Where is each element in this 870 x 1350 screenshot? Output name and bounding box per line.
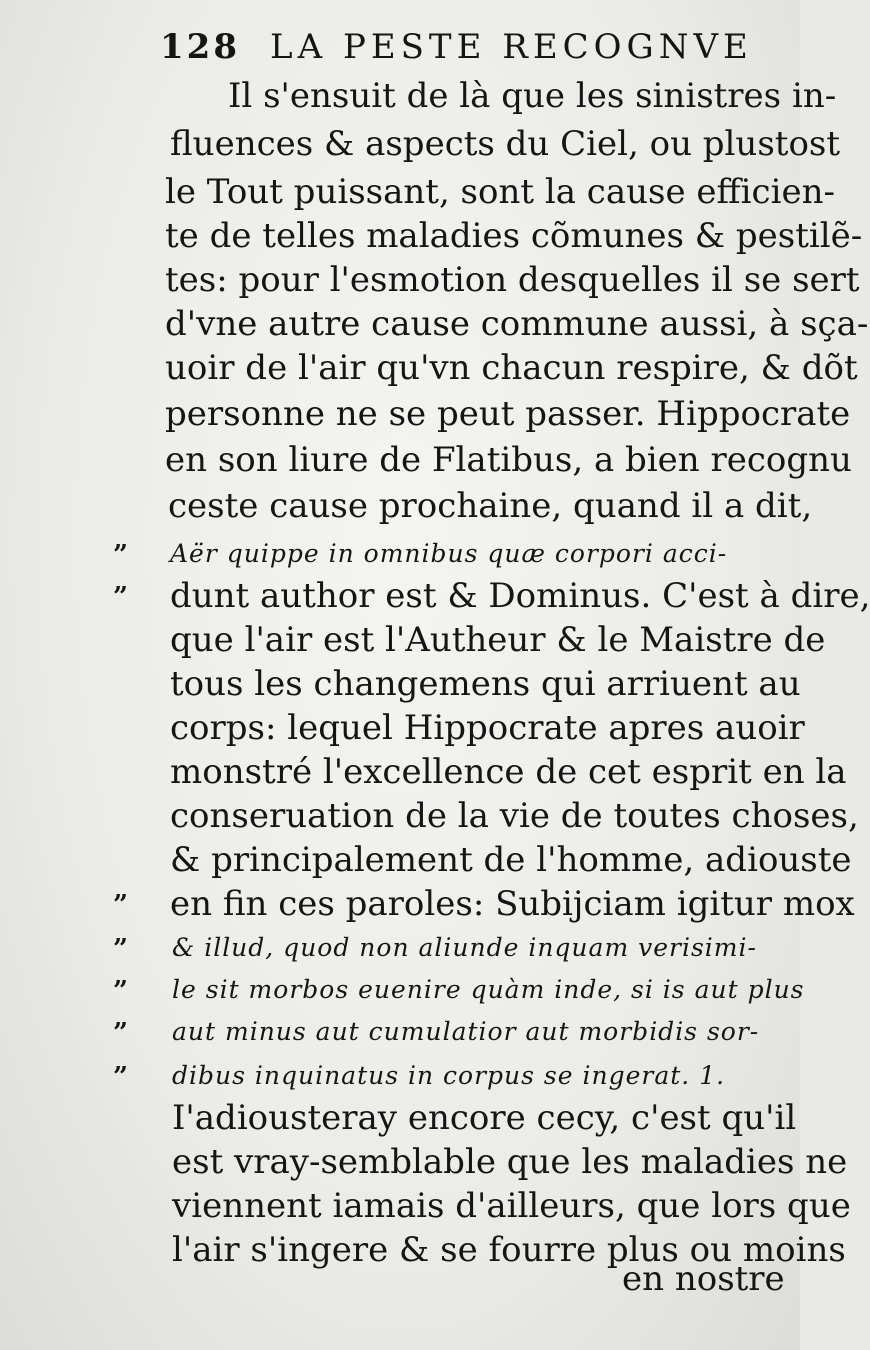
text-line: en son liure de Flatibus, a bien recognu bbox=[165, 440, 852, 480]
quotation-mark: ” bbox=[113, 934, 127, 964]
text-line: corps: lequel Hippocrate apres auoir bbox=[170, 708, 805, 748]
text-line-italic: Aër quippe in omnibus quæ corpori acci- bbox=[170, 539, 728, 568]
text-line: est vray-semblable que les maladies ne bbox=[172, 1142, 848, 1182]
page-number: 128 bbox=[160, 27, 240, 67]
text-line: le Tout puissant, sont la cause efficien- bbox=[165, 172, 835, 212]
text-line: tes: pour l'esmotion desquelles il se sert bbox=[165, 260, 860, 300]
quotation-mark: ” bbox=[113, 976, 127, 1006]
quotation-mark: ” bbox=[113, 890, 127, 920]
catchword: en nostre bbox=[622, 1259, 785, 1299]
text-line-italic: & illud, quod non aliunde inquam verisimi- bbox=[172, 933, 757, 962]
text-line: personne ne se peut passer. Hippocrate bbox=[165, 394, 851, 434]
quotation-mark: ” bbox=[113, 1018, 127, 1048]
text-line: monstré l'excellence de cet esprit en la bbox=[170, 752, 847, 792]
text-line: viennent iamais d'ailleurs, que lors que bbox=[172, 1186, 851, 1226]
text-line: d'vne autre cause commune aussi, à sça- bbox=[165, 304, 869, 344]
text-line: en fin ces paroles: Subijciam igitur mox bbox=[170, 884, 855, 924]
quotation-mark: ” bbox=[113, 1062, 127, 1092]
text-line-italic: aut minus aut cumulatior aut morbidis sor- bbox=[172, 1017, 760, 1046]
page-header bbox=[160, 22, 780, 72]
text-line: que l'air est l'Autheur & le Maistre de bbox=[170, 620, 826, 660]
text-line: l'air s'ingere & se fourre plus ou moins bbox=[172, 1230, 846, 1270]
text-line: tous les changemens qui arriuent au bbox=[170, 664, 801, 704]
text-line: te de telles maladies cõmunes & pestilẽ- bbox=[165, 216, 863, 256]
text-line: & principalement de l'homme, adiouste bbox=[170, 840, 852, 880]
text-line: fluences & aspects du Ciel, ou plustost bbox=[170, 124, 841, 164]
text-line: Il s'ensuit de là que les sinistres in- bbox=[228, 76, 837, 116]
text-line-italic: dibus inquinatus in corpus se ingerat. 1. bbox=[172, 1061, 726, 1090]
text-line: dunt author est & Dominus. C'est à dire, bbox=[170, 576, 870, 616]
running-title: LA PESTE RECOGNVE bbox=[270, 27, 753, 67]
text-line: ceste cause prochaine, quand il a dit, bbox=[168, 486, 813, 526]
text-line: I'adiousteray encore cecy, c'est qu'il bbox=[172, 1098, 797, 1138]
text-line: uoir de l'air qu'vn chacun respire, & dõt bbox=[165, 348, 858, 388]
text-line: conseruation de la vie de toutes choses, bbox=[170, 796, 859, 836]
quotation-mark: ” bbox=[113, 582, 127, 612]
text-line-italic: le sit morbos euenire quàm inde, si is aut plus bbox=[172, 975, 805, 1004]
quotation-mark: ” bbox=[113, 540, 127, 570]
